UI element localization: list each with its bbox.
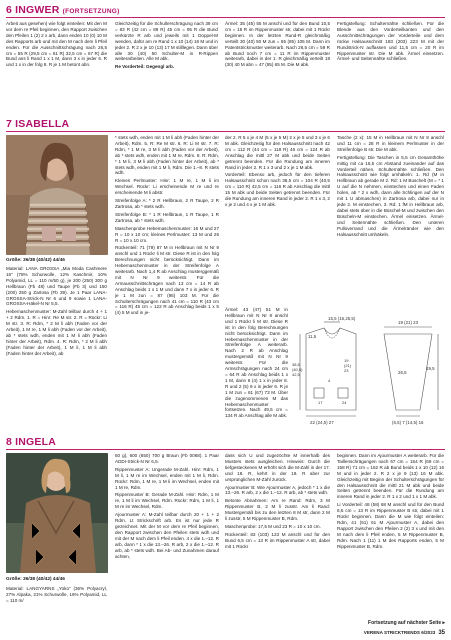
section-rule [6,449,445,450]
paragraph: Gleichzeitig für die Schulterschrägung nach 39 cm = 83 R (42 cm = 89 R) 45 cm = 95 R die Bund verkürzte R arb und jeweils mit 1 Doppel-M wenden, dafür am re Rand 1 x 10 (14) 16 M und in jeder 2. R 2 x je 10 (13) 17 M stilllegen. Dann über alle 30 (40) 50 Schulter-M in R-Rippen weiterarbeiten. Alle M abk. [115,21,218,62]
ingwer-column-4 [337,21,444,117]
ingwer-column-3 [225,21,330,117]
section-header-ingela [6,436,445,448]
dim-sleeve-bottom: (6,5) 7 (14,5) 16 [392,420,424,425]
paragraph: Betonte Abnahmen: Am re Rand: Rdm, 3 M Rippenmuster B, 2 M li zusstr. Am li Rand: Mustergemäß bis zu den letzten 8 M str, dann 2 M li zusstr, 5 M Rippenmuster B, Rdm. [225,498,330,522]
paragraph: der 2. R 5 x je 4 M (5 x je 5 M) 2 x je 5 und 3 x je 6 M abk. Gleichzeitig für den Halsausschnitt nach 42 cm = 112 R (44 cm = 118 R) 46 cm = 124 R ab Anschlag die mittl 27 M abk und beide Seiten getrennt beenden. Für die Rundung am inneren Rand in jeder 2. R 1 x 3 und 2 x je 1 M abk. [225,135,330,170]
paragraph: Streifenfolge A: * 2 R Hellbraun, 2 R Taupe, 2 R Zartrosa, ab * stets wdh. [115,198,219,209]
paragraph: Maschenprobe Hebemaschenmuster: 16 M und 27 R = 10 x 10 cm; kleines Perlmuster: 13 M und 26 R = 10 x 10 cm. [115,225,219,243]
paragraph: Material: LANA GROSSA „Mia Moda Cashmere 16“ (78% Schurwolle, 12% Kaschmir, 10% Polyamid, LL = 110 m/50 g), je 200 (250) 300 g Hellbraun (Fb 48) und Taupe (Fb 3) und 150 (200) 250 g Zartosa (Fb 39). Je 1 Paar LANA-GROSSA-Strick-N Nr 6 und 9 sowie 1 LANA-GROSSA-Häkel-N Nr 5,5. [6,266,107,307]
pocket-left [314,388,324,398]
isabella-photo [6,135,108,255]
section-header-isabella [6,118,445,130]
paragraph: Ajourmuster A: M-Zahl teilbar durch 20 + 1 + 2 Rdm. Lt Strickschrift arb. Es ist nur jede R gezeichnet. Mit der M vor dem re Pfeil beginnen, den Rapport zwischen den Pfeilen stets wdh und mit der M nach dem li Pfeil enden. 4 x die 1.–12. R arb, dann * 1 x die 13.–26. R arb, 2 x die 1.–12. R arb, ab * stets wdh. Bei Ab- und Zunahmen darauf achten, [115,512,219,559]
size-caption: Größe: 36/38 (40/42) 44/46 [6,258,65,263]
body-piece [306,328,356,410]
dim-17: 17 [318,400,323,405]
continue-note: Fortsetzung auf nächster Seite ▸ [368,620,445,626]
dim-neck-width: 15,5 (16,25,5) [328,316,356,321]
section-rule [6,17,445,18]
dim-body-right-b: (21) [344,363,352,368]
paragraph: Maschenprobe: 17,5 M und 23 R = 10 x 10 cm. [225,523,321,529]
dim-body-left-c: 42,5 [292,372,300,377]
isabella-column-4 [337,135,444,315]
section-title: 8 INGELA [6,436,57,448]
section-title: 7 ISABELLA [6,118,70,130]
paragraph: Rückenteil: 71 (79) 87 M in Hellbraun mit N Nr 9 anschl und 1 Rückr li M str. Diese R ist in den folg Berechnungen nicht berücksichtigt. Dann im Hebemaschenmuster in der Streifenfolge A weiterarb. Nach 1,4 R ab Anschlag musterggemäß mit N Nr 9 weiterstr. Für die Armausschnittschrägen nach 13 cm = 14 R ab Anschlag beids 1 x 1 M und dann 7 x in jeder 6. R je 1 M zun = 87 (95) 103 M. Für die Schulterschrägungen nach 41 cm = 110 R (43 cm = 116 R) 45 cm = 122 R ab Anschlag beids 1 x 5 (4) 5 M und in je- [115,245,219,316]
dim-body-right-a: 19 [344,358,349,363]
paragraph: Vorderteil: Ebenso arb, jedoch für den tieferen Halsausschnitt schon nach 38,5 cm = 104 R (40,5 cm = 110 R) 42,5 cm = 116 R ab Anschlag die mittl 15 M abk und beide Seiten getrennt beenden. Für die Rundung am inneren Rand in jeder 2. R 1 x 3, 2 x je 2 und 4 x je 1 M abk. [225,172,330,207]
section-rule [6,131,445,132]
ingela-column-1 [6,586,107,630]
ingwer-column-1 [6,21,107,117]
paragraph: beginnen. Dann im Ajourmuster A weiterarb. Für die Taillenschrägungen nach 67 cm = 154 R (69 cm = 158 R) 71 cm = 162 R ab Bund beids 1 x 10 (12) 16 M und in jeder 2. R 2 x je 9 (13) 16 M abk. Gleichzeitig mit Beginn der Schulterschrägungen für den Halsausschnitt die mittl 21 M abk und beide Seiten getrennt beenden. Für die Rundung am inneren Rand in jeder 2. R 1 x 2 und 1 x 1 M abk. [337,453,444,500]
ingela-column-4 [337,453,444,619]
isabella-column-3 [225,135,330,307]
paragraph: Re Vorderteil: Gegengl arb. [115,64,175,70]
dim-sleeve-top: 19 (21) 23 [398,320,419,325]
size-caption: Größe: 36/38 (40/42) 44/46 [6,577,65,582]
dim-4: 4 [328,378,331,383]
ingela-column-3 [225,453,330,631]
ingela-column-2 [115,453,219,631]
paragraph: Ajourmuster B: Wie Ajourmuster A, jedoch * 1 x die 13.–26. R arb, 2 x die 1.–12. R arb, ab * stets wdh. [225,484,330,496]
dim-sleeve-len: 49,5 [426,366,435,371]
paragraph: Kleines Perlmuster: Hinr: 1 M re, 1 M li im Wechsel. Rückr: Li erscheinende M re und re erscheinende M li abstr. [115,178,219,196]
paragraph: Hebemaschenmuster: M-Zahl teilbar durch 4 + 1 + 2 Rdm. 1. R = Hinr: Re M str. 2. R = Rückr: Li M str. 3. R: Rdm, * 2 M li abh (Faden vor der Arbeit), 1 M re, 1 M li abh (Faden vor der Arbeit), ab * stets wdh, enden mit 1 M li abh (Faden hinter der Arbeit), Rdm. 4. R: Rdm, * 2 M li abh (Faden hinter der Arbeit), 1 M li, 1 M li abh (Faden hinter der Arbeit), ab [6,309,107,356]
ingwer-column-2 [115,21,218,117]
dim-neck-depth: 11,5 [308,334,317,339]
paragraph: Rippenmuster A: Ungerade M-Zahl. Hinr: Rdm, 1 M li, 1 M re im Wechsel, enden mit 1 M li, Rdm. Rückr: Rdm, 1 M re, 1 M li im Wechsel, enden mit 1 M re, Rdm. [115,466,219,490]
dim-body-right-c: 23 [344,368,349,373]
paragraph: Li Vorderteil: 48 (58) 68 M anschl und für den Bund 6,5 cm = 13 R im Rippenmuster B str, dabei mit 1 Rückr beginnen. Dann die M wie folgt einteilen: Rdm, 41 (51) 61 M Ajourmuster A, dabei den Rapport zwischen den Pfeilen 2 (2) 3 x und mit den M nach dem li Pfeil enden, 5 M Rippenmuster B, Rdm. Nach 1 (11) 1 M des Rapports enden, 5 M Rippenmuster B, Rdm. [337,502,444,549]
dim-body-bottom: 22 (24,5) 27 [310,420,334,425]
paragraph: Tasche (2 x): 15 M in Hellbraun mit N Nr 8 anschl und 11 cm = 28 R in kleinem Perlmuster in der Streifenfolge B str. Die M abk. [337,135,444,152]
paragraph: 50 g), 600 (650) 700 g Braun (Fb 0068). 1 Paar ADDI-Strick-N Nr 6,5. [115,453,219,464]
paragraph: Fertigstellung: Die Taschen in 5,5 cm Gesamthöhe mittig mit ca 16,5 cm Abstand zueinander auf das Vorderteil nähen. Schulternähte schließen. Den Halsausschnitt wie folgt umhäkeln: 1. Rd (M in Hellbraun ab gerade M 2. Rd: 1 M Buschelt (M = * 1 U auf die N nehmen, einstechen und einen Faden holen, ab * 2 x wdh, dann alle Schlingen auf der N mit 1 U abmaschen) in Zartrosa arb, dabei nur in jede 2. M einstechen. 3. Rd: 1 fM in Hellbraun arb, dabei stets über in die Büschel-M und zwischen den Büscheln-M einstechen. Ärmel einsetzen. Ärmel- und Seitennähte schließen. Den unteren Pulloverrand und die Ärmelränder wie den Halsausschnitt umhäkeln. [337,154,444,237]
page-footer [364,630,445,637]
page-number: 35 [438,630,445,637]
isabella-column-1 [6,266,107,442]
paragraph: Ärmel: 43 (47) 51 M in Hellbraun mit N Nr 8 anschl und 1 Rückr li M str. Diese R ist in den folg Berechnungen nicht berücksichtigt. Dann im Hebemaschenmuster in der Streifenfolge A weiterarb. Nach 2 R ab Anschlag mustergemäß mit N Nr 9 weiterstr. Für die Armschrägungen nach 24 cm = 64 R ab Anschlag beids 1 x 1 M, dann 6 (4) 1 x in jeder 8. R und 2 (5) 9 x in jeder 6. R je 1 M zun = 61 (67) 73 M. Über die zugenommenen M das Hebemaschenmuster fortsetzen. Nach 49,5 cm = 134 R ab Anschlag alle M abk. [225,307,288,419]
sleeve-piece [384,334,432,410]
pocket-right [338,388,348,398]
dim-sleeve-mid: 26,5 [398,370,407,375]
paragraph: * stets wdh, enden mit 1 M li abh (Faden hinter der Arbeit), Rdm. 5. R: Re M str. 6. R: Li M str. 7. R: Rdm, * 1 M re, 3 M li abh (Faden vor der Arbeit), ab * stets wdh, enden mit 1 M re, Rdm. 8. R: Rdm, * 1 M li, 3 M li abh (Faden hinter der Arbeit), ab * stets wdh, enden mit 1 M li, Rdm. Die 1.–8. R stets wdh. [115,135,219,176]
section-header-ingwer [6,4,445,16]
dim-body-left-a: 38,5 [292,362,300,367]
paragraph: Arbeit aus gesehen) wie folgt einteilen: Mit den M vor dem re Pfeil beginnen, den Rapport zwischen den Pfeilen 1 (2) 2 x arb, dann enden 10 (0) 10 M des Rapports arb und mit den M nach dem li Pfeil enden. Für die Ausschnittschrägung nach 26,5 cm = 55 R (29,5 cm = 61 R) 32,5 cm = 67 R) die Bund ans li Rand 1 x 1 M, dann 3 x in jeder 6. R und 1 x in der folg 8. R je 1 M betont abn. [6,21,107,68]
paragraph: Rückenteil: 83 (103) 123 M anschl und für den Bund 6,5 cm = 13 R im Rippenmuster A str, dabei mit 1 Rückr [225,531,330,549]
section-title: 6 INGWER (FORTSETZUNG) [6,4,120,16]
paragraph: Ärmel: 35 (45) 55 M anschl und für den Bund 10,5 cm = 18 R im Rippenmuster str, dabei mit 1 Rückr beginnen. In der letzten Rund-R gleichmäßig verteilt 30 (40) 50 M zun = 65 (85) 105 M. Dann im Patentstrickmuster weiterarb. Nach 26,5 cm = 59 R ab Bund noch 7 cm = 11 R im Rippenmuster weiterarb, dabei in der 1. R gleichmäßig verteilt 18 (30) 40 M abn = 47 (55) 65 M. Die M abk. [225,21,330,68]
magazine-name: VERENA STRICKTRENDS 6/2023 [363,630,436,636]
ingela-photo [6,453,108,573]
paragraph: Streifenfolge B: * 1 R Hellbraun, 1 R Taupe, 1 R Zartrosa, ab * stets wdh. [115,211,219,223]
dim-body-left-b: (40,5) [292,367,303,372]
paragraph: Fertigstellung: Schulternähte schließen. Für die Blende aus den Vorderteilkanten und den Ausschnittschrägungen der Vorderteile und dem rückw Halsausschnitt 183 (203) 223 M mit der Rundstrick-N auffassen und 11,5 cm = 20 R im Rippenmuster str. Die M abk. Ärmel einsetzen. Ärmel- und Seitennähte schließen. [337,21,444,62]
pattern-schematic [292,314,445,432]
paragraph: dass sich U und zugezöchte M innerhalb des Musters stets ausgleichen. Hinweis: Durch die tiefgesteckenen M erhöht sich die M-Zahl in der 17. und 18. R, kehrt in der 19. R aber zur ursprünglichen M-Zahl zurück. [225,453,330,482]
paragraph: Material: LANGYARNS „Yoko“ (36% Polyacryl, 27% Alpaka, 21% Schurwolle, 16% Polyamid, LL = 110 m/ [6,586,107,603]
paragraph: Rippenmuster B: Gerade M-Zahl. Hinr: Rdm, 1 M re, 1 M li im Wechsel, Rdm. Rückr: Rdm, 1 M li, 1 M re im Wechsel, Rdm. [115,492,219,510]
isabella-column-2 [115,135,219,442]
dim-24: 24 [342,400,347,405]
isabella-column-3b [225,307,288,442]
